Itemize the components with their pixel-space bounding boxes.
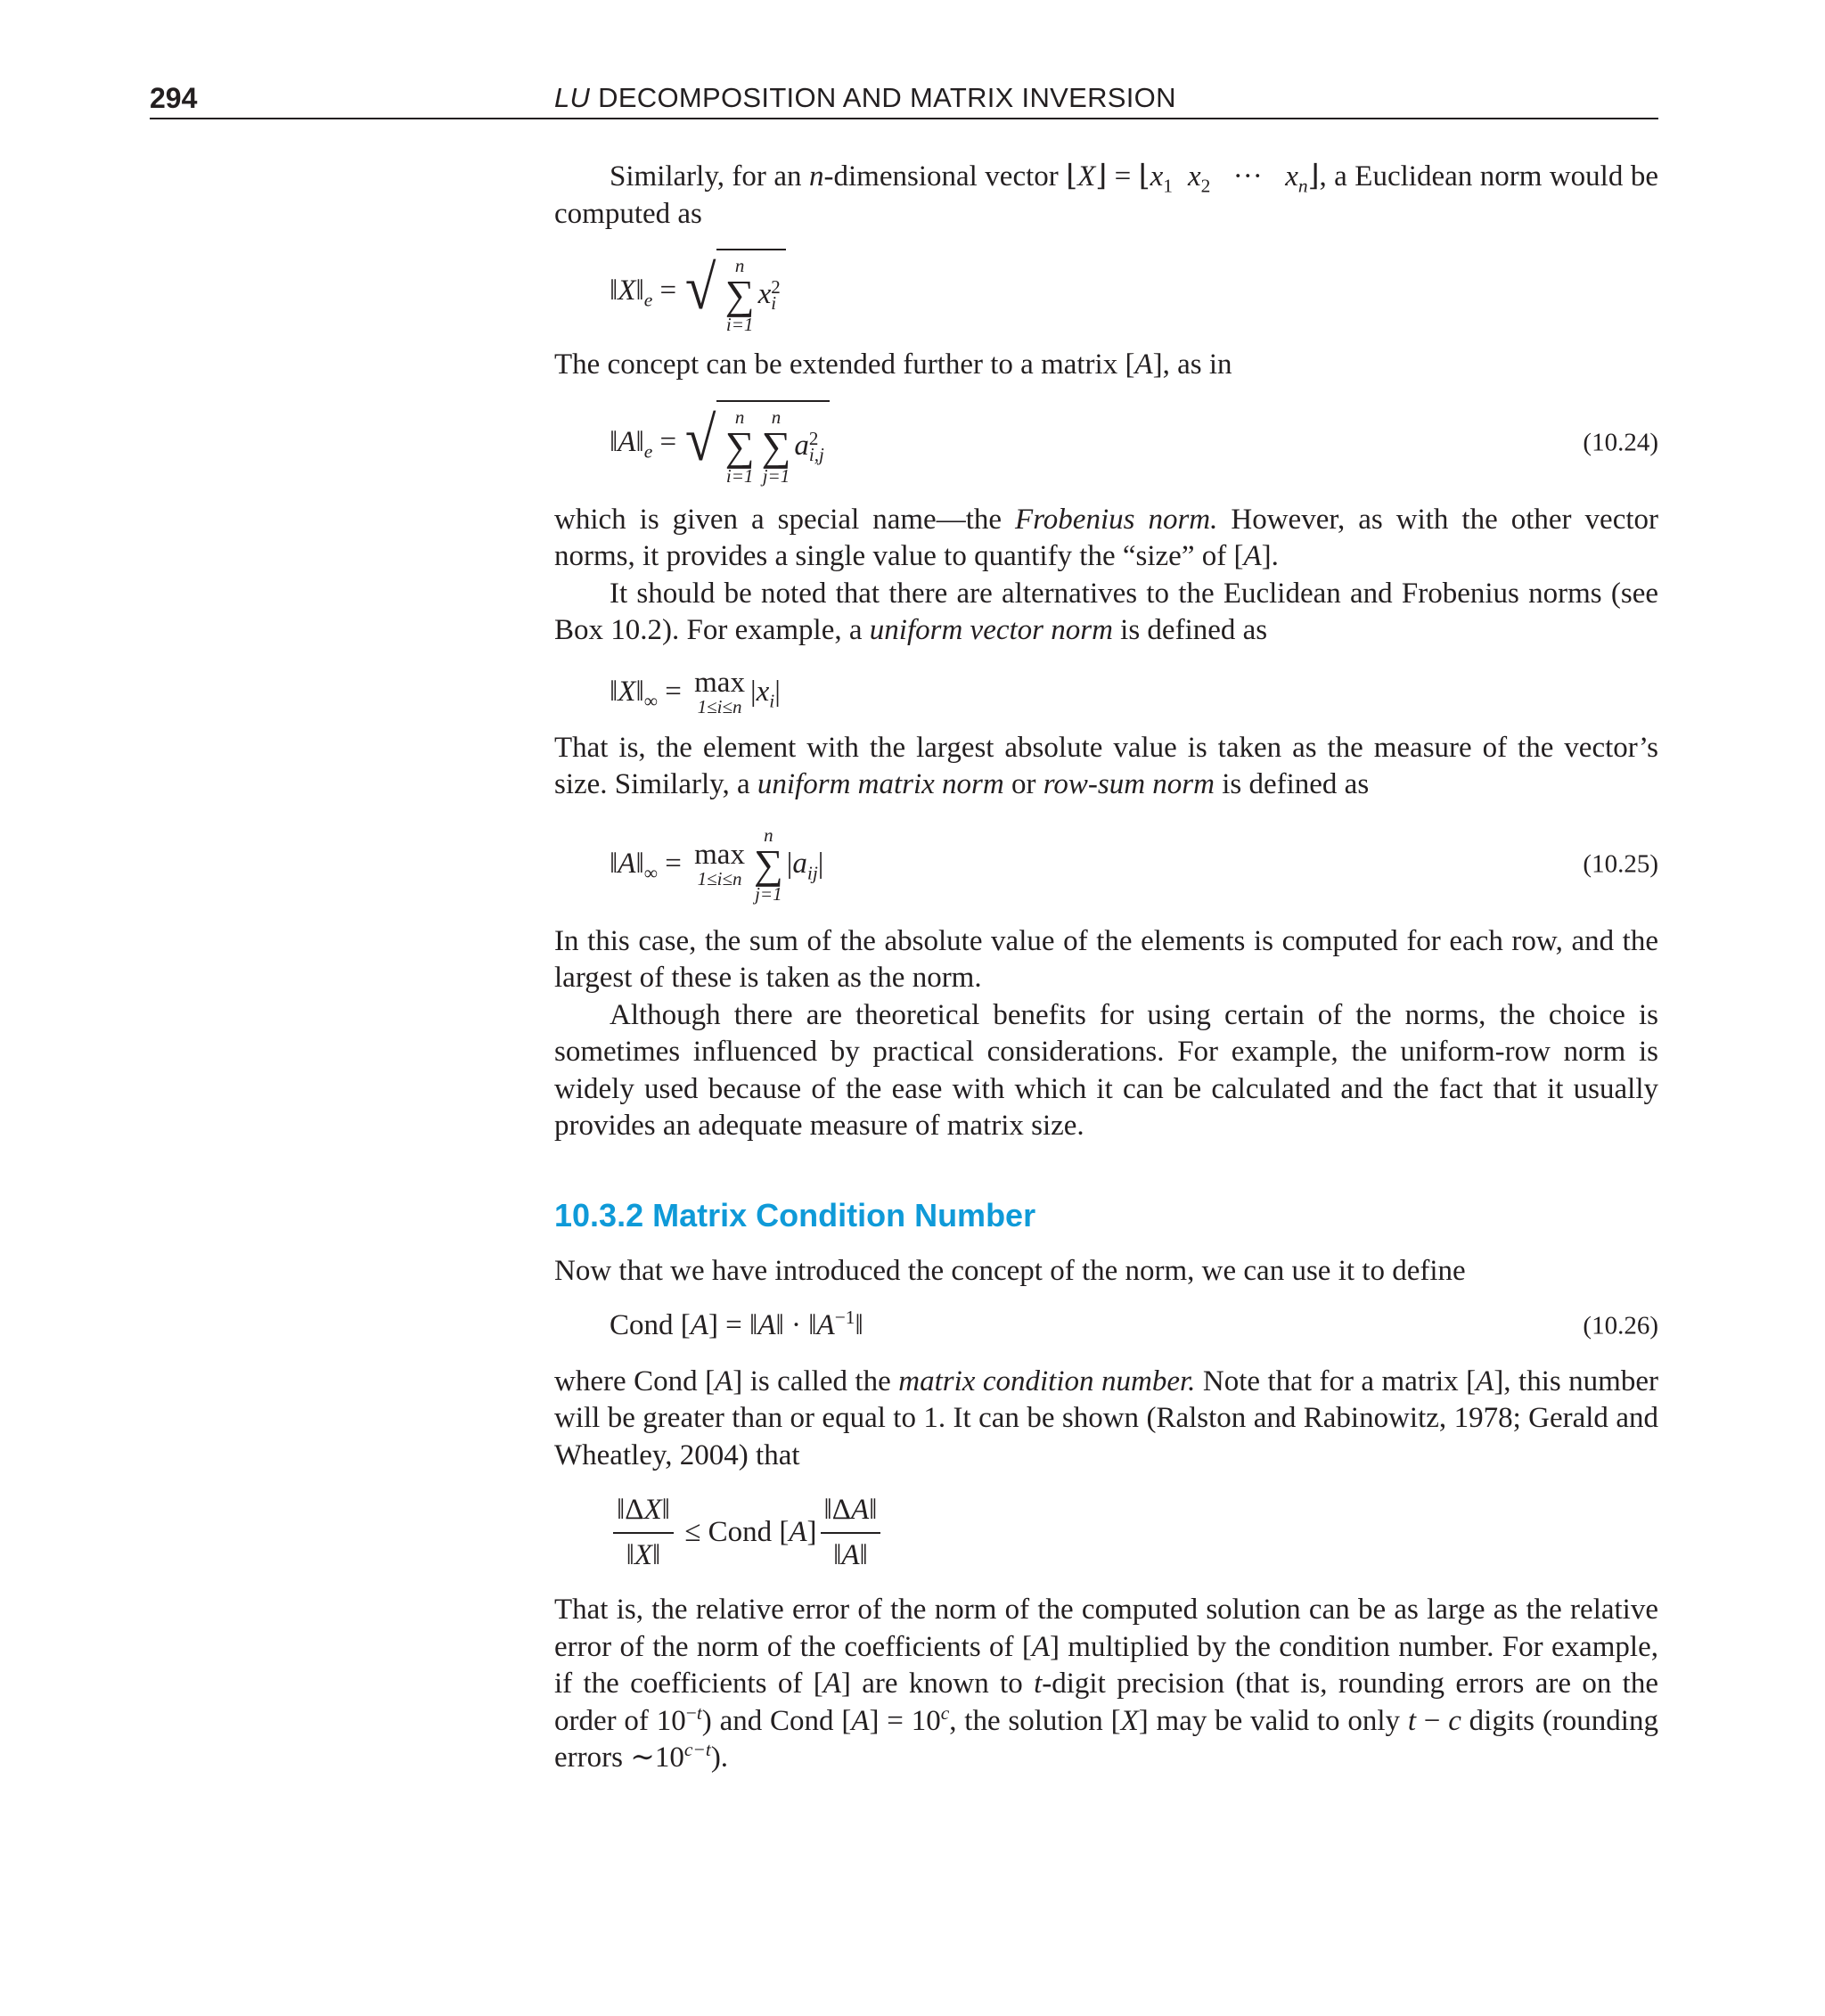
section-heading: 10.3.2 Matrix Condition Number	[554, 1196, 1036, 1233]
sum-lower-limit: i=1	[725, 464, 754, 487]
running-head-text: DECOMPOSITION AND MATRIX INVERSION	[590, 82, 1176, 113]
paragraph-largest-element	[554, 730, 1658, 804]
exponent-c-minus-t: c−t	[683, 1739, 711, 1760]
text: is defined as	[1214, 768, 1370, 800]
text: ] are known to	[840, 1668, 1035, 1700]
text: ] is called the	[732, 1364, 899, 1397]
text: -dimensional vector	[823, 160, 1067, 193]
equation-number: (10.24)	[1583, 427, 1658, 456]
max-limit: 1≤i≤n	[697, 867, 742, 889]
text: That is, the relative error of the norm of the computed solution can be as large as the relative error of the norm of the coefficients of [	[554, 1594, 1658, 1663]
sum-lower-limit: j=1	[755, 882, 782, 905]
term-frobenius-norm: Frobenius norm.	[1015, 503, 1218, 536]
var-t: t	[1407, 1704, 1416, 1737]
var-A: A	[822, 1668, 841, 1700]
var-A: A	[851, 1704, 870, 1737]
text: which is given a special name—the	[554, 503, 1016, 536]
sum-lower-limit: i=1	[725, 314, 754, 335]
equation-error-bound: $\frac{‖\Delta X‖}{‖X‖}$ ≤ Cond [A] $\frac{‖\Delta A‖}{‖A‖}$	[610, 1487, 1658, 1579]
term-row-sum-norm: row-sum norm	[1043, 768, 1215, 800]
text: Similarly, for an	[610, 160, 810, 193]
paragraph-alternatives	[554, 576, 1658, 650]
term-uniform-matrix-norm: uniform matrix norm	[757, 768, 1004, 800]
var-c: c	[1448, 1704, 1461, 1737]
sum-upper-limit: n	[734, 406, 745, 428]
paragraph-condition-number	[554, 1364, 1658, 1475]
header-rule	[150, 118, 1658, 119]
paragraph-frobenius	[554, 502, 1658, 576]
text: ] may be valid to only	[1138, 1704, 1408, 1737]
max-operator: max	[694, 838, 745, 871]
var-n: n	[809, 160, 824, 193]
page-number: 294	[150, 82, 198, 114]
text: However, as with the other vector norms, it provides a single value to quantify the “size” of [	[554, 503, 1658, 572]
equation-euclidean-vector-norm: $‖X‖_e$ = √ n ∑ i=1 x 2 i	[610, 245, 1658, 338]
paragraph-practical: Although there are theoretical benefits for using certain of the norms, the choice is sometimes influenced by practical considerations. For example, the uniform-row norm is widely used because of the ease with which it can be calculated and the fact that it usually provides an adequate measure of matrix size.	[554, 998, 1658, 1142]
cond-label: Cond	[610, 1308, 674, 1341]
equation-number: (10.26)	[1583, 1310, 1658, 1340]
text: Note that for a matrix [	[1195, 1364, 1477, 1397]
var-t: t	[1034, 1668, 1043, 1700]
max-operator: max	[694, 666, 745, 699]
sum-lower-limit: j=1	[762, 464, 790, 487]
text: It should be noted that there are alternatives to the Euclidean and Frobenius norms (see Box 10.2). For example, a	[554, 577, 1658, 646]
text: ] multiplied by the condition number. For example, if the coefficients of [	[554, 1630, 1658, 1700]
paragraph-vector	[554, 159, 1658, 233]
term-matrix-condition-number: matrix condition number.	[898, 1364, 1196, 1397]
text: ) and Cond [	[701, 1704, 852, 1737]
var-A: A	[715, 1364, 733, 1397]
text: ], this number will be greater than or equal to 1. It can be shown (Ralston and Rabinowitz, 1978; Gerald and Wheatley, 2004) that	[554, 1364, 1658, 1471]
sum-upper-limit: n	[771, 406, 782, 428]
var-A: A	[1476, 1364, 1494, 1397]
var-t: t	[696, 1701, 702, 1724]
text: ].	[1261, 540, 1279, 572]
equation-number: (10.25)	[1583, 848, 1658, 878]
text: ).	[710, 1741, 729, 1774]
sum-upper-limit: n	[764, 824, 773, 846]
var-A: A	[1031, 1630, 1050, 1663]
body-text	[554, 159, 1658, 1777]
running-head-italic: LU	[554, 82, 591, 113]
text: where Cond [	[554, 1364, 716, 1397]
max-limit: 1≤i≤n	[697, 695, 742, 717]
var-X: X	[1120, 1704, 1139, 1737]
text: is defined as	[1112, 614, 1268, 646]
cond-label: Cond	[708, 1516, 773, 1549]
vector-row-expression: ⌊X⌋ = $⌊x_1$ $x_2$ ··· $x_n⌋$	[1066, 160, 1320, 197]
paragraph-define: Now that we have introduced the concept of the norm, we can use it to define	[554, 1255, 1466, 1287]
text: The concept can be extended further to a matrix [	[554, 348, 1135, 381]
var-c: c	[940, 1701, 950, 1724]
text: or	[1003, 768, 1043, 800]
text: -digit precision (that is, rounding errors are on the order of 10	[554, 1668, 1658, 1737]
paragraph-matrix-extension	[554, 347, 1658, 384]
text: digits (rounding errors ∼10	[554, 1704, 1658, 1774]
paragraph-relative-error: That is, the relative error of the norm of the computed solution can be as large as the relative error of the norm of the coefficients of [A] multiplied by the condition number. For example, if the coefficients of [A] are known to t-digit precision (that is, rounding errors are on the order of $10^{-t}$) and Cond $[A] = 10^c$, the solution [X] may be valid to only t − c digits (rounding errors $\sim 10^{c-t}$).	[554, 1594, 1658, 1774]
text: ] = 10	[869, 1704, 941, 1737]
var-A: A	[1243, 540, 1262, 572]
text: ], as in	[1152, 348, 1232, 381]
running-head	[554, 82, 1176, 114]
sum-upper-limit: n	[734, 255, 745, 276]
term-uniform-vector-norm: uniform vector norm	[869, 614, 1113, 646]
text: , a Euclidean norm would be computed as	[554, 160, 1658, 230]
text: , the solution [	[949, 1704, 1121, 1737]
equation-uniform-vector-norm: $‖X‖_\infty$ = max 1≤i≤n $|x_i|$	[610, 666, 781, 717]
equation-frobenius-norm: $‖A‖_e$ = √ n ∑ i=1 n ∑ j=1 a 2 i,j (10.24)	[610, 397, 1658, 489]
var-A: A	[1134, 348, 1153, 381]
equation-condition-number: Cond [A] = ‖A‖ · $‖A^{-1}‖$ (10.26)	[610, 1301, 1658, 1351]
text: −	[1416, 1704, 1449, 1737]
equation-row-sum-norm: $‖A‖_\infty$ = max 1≤i≤n n ∑ j=1 $|a_{ij}|$ (10.25)	[610, 824, 1658, 905]
paragraph-row-sum: In this case, the sum of the absolute value of the elements is computed for each row, and the largest of these is taken as the norm.	[554, 924, 1658, 994]
text: That is, the element with the largest absolute value is taken as the measure of the vector’s size. Similarly, a	[554, 731, 1658, 800]
